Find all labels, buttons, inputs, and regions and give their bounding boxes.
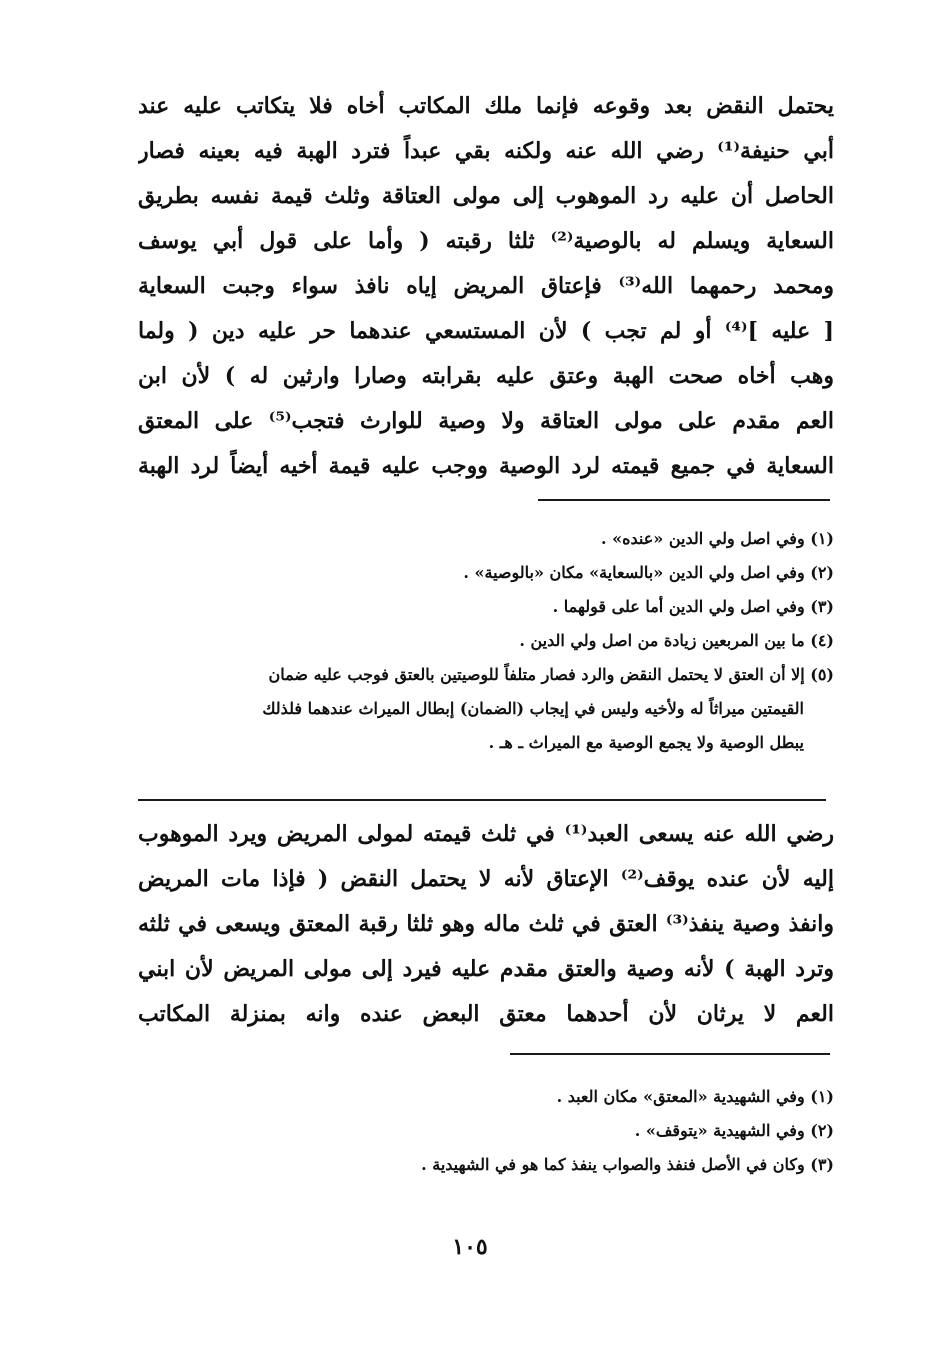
lower-text-line: العم لا يرثان لأن أحدهما معتق البعض عنده وانه بمنزلة المكاتب bbox=[138, 1001, 834, 1027]
footnote: (١) وفي الشهيدية «المعتق» مكان العبد . bbox=[556, 1087, 834, 1106]
page-number: ١٠٥ bbox=[452, 1234, 488, 1260]
main-text-line: العم مقدم على مولى العتاقة ولا وصية للوارث فتجب⁽⁵⁾ على المعتق bbox=[138, 408, 834, 434]
footnote: (١) وفي اصل ولي الدين «عنده» . bbox=[600, 529, 834, 548]
main-text-line: ومحمد رحمهما الله⁽³⁾ فإعتاق المريض إياه نافذ سواء وجبت السعاية bbox=[138, 273, 834, 299]
main-text-line: وهب أخاه صحت الهبة وعتق عليه بقرابته وصارا وارثين له ) لأن ابن bbox=[138, 363, 834, 389]
section-divider bbox=[138, 799, 826, 801]
footnote-continuation: القيمتين ميراثاً له ولأخيه وليس في إيجاب (الضمان) إبطال الميراث عندهما فلذلك bbox=[262, 699, 804, 718]
footnote-separator bbox=[538, 499, 830, 501]
footnote: (٥) إلا أن العتق لا يحتمل النقض والرد فصار متلفاً للوصيتين بالعتق فوجب عليه ضمان bbox=[268, 665, 834, 684]
footnote: (٢) وفي الشهيدية «يتوقف» . bbox=[634, 1121, 834, 1140]
main-text-block bbox=[138, 84, 834, 489]
lower-text-line: رضي الله عنه يسعى العبد⁽¹⁾ في ثلث قيمته لمولى المريض ويرد الموهوب bbox=[138, 821, 834, 847]
lower-text-block bbox=[138, 812, 834, 1037]
lower-text-line: وانفذ وصية ينفذ⁽³⁾ العتق في ثلث ماله وهو ثلثا رقبة المعتق ويسعى في ثلثه bbox=[138, 911, 834, 937]
footnote: (٢) وفي اصل ولي الدين «بالسعاية» مكان «بالوصية» . bbox=[463, 563, 834, 582]
footnote: (٣) وكان في الأصل فنفذ والصواب ينفذ كما هو في الشهيدية . bbox=[421, 1155, 834, 1174]
lower-text-line: إليه لأن عنده يوقف⁽²⁾ الإعتاق لأنه لا يحتمل النقض ( فإذا مات المريض bbox=[138, 866, 834, 892]
footnote: (٣) وفي اصل ولي الدين أما على قولهما . bbox=[552, 597, 834, 616]
footnote: (٤) ما بين المربعين زيادة من اصل ولي الدين . bbox=[519, 631, 834, 650]
footnote-separator bbox=[510, 1053, 830, 1055]
lower-footnotes bbox=[300, 1080, 834, 1182]
main-text-line: [ عليه ]⁽⁴⁾ أو لم تجب ) لأن المستسعي عندهما حر عليه دين ( ولما bbox=[138, 318, 834, 344]
upper-footnotes bbox=[138, 522, 834, 760]
main-text-line: السعاية ويسلم له بالوصية⁽²⁾ ثلثا رقبته ( وأما على قول أبي يوسف bbox=[138, 228, 834, 254]
main-text-line: الحاصل أن عليه رد الموهوب إلى مولى العتاقة وثلث قيمة نفسه بطريق bbox=[138, 183, 834, 209]
main-text-line: السعاية في جميع قيمته لرد الوصية ووجب عليه قيمة أخيه أيضاً لرد الهبة bbox=[138, 453, 834, 479]
footnote-continuation: يبطل الوصية ولا يجمع الوصية مع الميراث ـ هـ . bbox=[488, 733, 804, 752]
lower-text-line: وترد الهبة ) لأنه وصية والعتق مقدم عليه فيرد إلى مولى المريض لأن ابني bbox=[138, 956, 834, 982]
main-text-line: أبي حنيفة⁽¹⁾ رضي الله عنه ولكنه بقي عبداً فترد الهبة فيه بعينه فصار bbox=[138, 138, 834, 164]
main-text-line: يحتمل النقض بعد وقوعه فإنما ملك المكاتب أخاه فلا يتكاتب عليه عند bbox=[138, 93, 834, 119]
